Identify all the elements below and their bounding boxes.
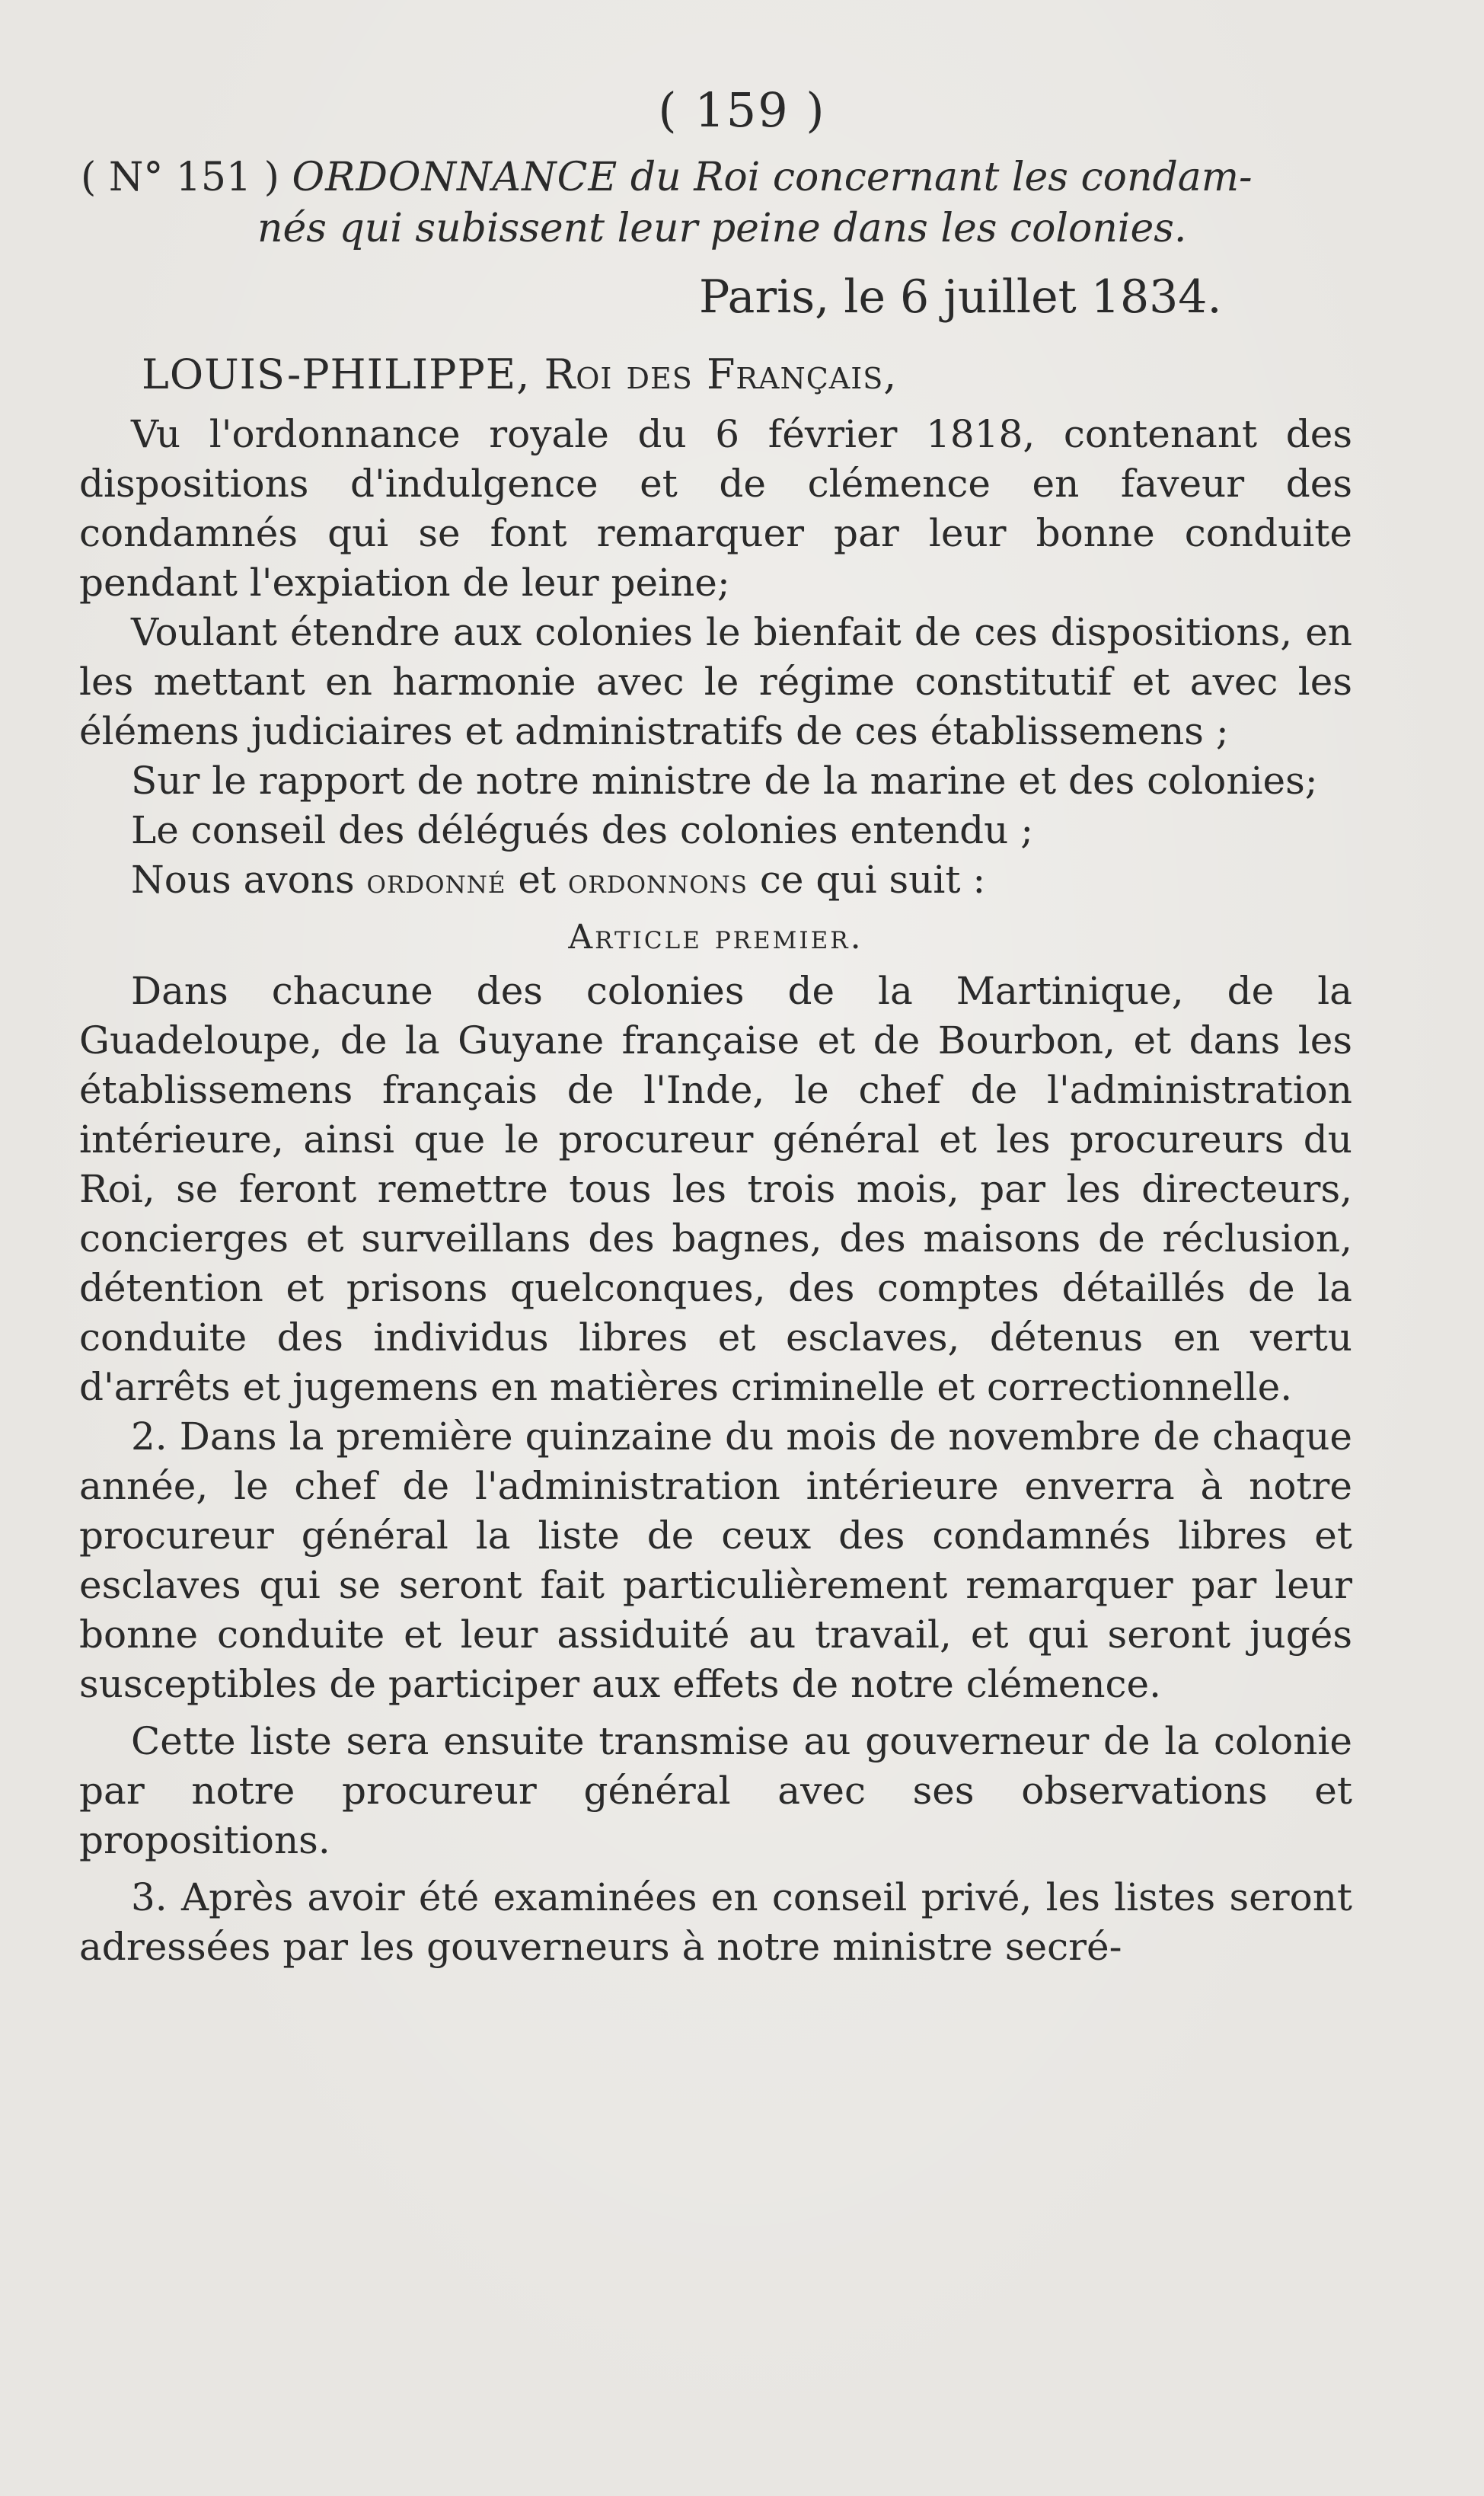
king-line: [142, 350, 897, 398]
king-title: Roi des Français,: [544, 350, 898, 398]
paragraph-vu: Vu l'ordonnance royale du 6 février 1818, contenant des dispositions d'indulgence et de clémence en faveur des condamnés qui se font remarquer par leur bonne conduite pendant l'expiation de leur peine;: [79, 412, 1352, 605]
ordonnons-end: ce qui suit :: [759, 858, 986, 902]
page-number: ( 159 ): [658, 82, 826, 138]
king-name: LOUIS-PHILIPPE,: [142, 350, 531, 398]
article-3: 3. Après avoir été examinées en conseil privé, les listes seront adressées par les gouverneurs à notre ministre secré-: [79, 1875, 1352, 1969]
article-1: Dans chacune des colonies de la Martinique, de la Guadeloupe, de la Guyane française et de Bourbon, et dans les établissemens français de l'Inde, le chef de l'administration intérieure, ainsi que le procureur général et les procureurs du Roi, se feront remettre tous les trois mois, par les directeurs, concierges et surveillans des bagnes, des maisons de réclusion, détention et prisons quelconques, des comptes détaillés de la conduite des individus libres et esclaves, détenus en vertu d'arrêts et jugemens en matières criminelle et correctionnelle.: [79, 969, 1352, 1409]
ordonnons-sc1: ordonné: [366, 862, 506, 901]
body-text: [79, 410, 1352, 1972]
ordonnons-start: Nous avons: [131, 858, 355, 902]
paragraph-voulant: Voulant étendre aux colonies le bienfait de ces dispositions, en les mettant en harmonie avec le régime constitutif et avec les élémens judiciaires et administratifs de ces établissemens ;: [79, 610, 1352, 753]
article-2: 2. Dans la première quinzaine du mois de novembre de chaque année, le chef de l'administration intérieure enverra à notre procureur général la liste de ceux des condamnés libres et esclaves qui se seront fait particulièrement remarquer par leur bonne conduite et leur assiduité au travail, et qui seront jugés susceptibles de participer aux effets de notre clémence.: [79, 1414, 1352, 1706]
ordonnons-sc2: ordonnons: [567, 862, 748, 901]
dateline: Paris, le 6 juillet 1834.: [699, 270, 1222, 324]
ordonnons-mid: et: [518, 858, 557, 902]
paragraph-rapport: Sur le rapport de notre ministre de la marine et des colonies;: [131, 759, 1318, 803]
paragraph-ordonnons: [79, 855, 1352, 906]
article-title: Article premier.: [568, 918, 863, 957]
article-2-continued: Cette liste sera ensuite transmise au gouverneur de la colonie par notre procureur général avec ses observations et propositions.: [79, 1719, 1352, 1862]
ordinance-title-line2: nés qui subissent leur peine dans les colonies.: [257, 206, 1187, 251]
paragraph-conseil: Le conseil des délégués des colonies entendu ;: [131, 808, 1034, 852]
ordinance-title-caps: ORDONNANCE: [292, 155, 618, 200]
ordinance-heading: [81, 152, 1375, 203]
ordinance-title-rest: du Roi concernant les condam-: [630, 155, 1253, 200]
ordinance-reference: ( N° 151 ): [81, 155, 279, 200]
